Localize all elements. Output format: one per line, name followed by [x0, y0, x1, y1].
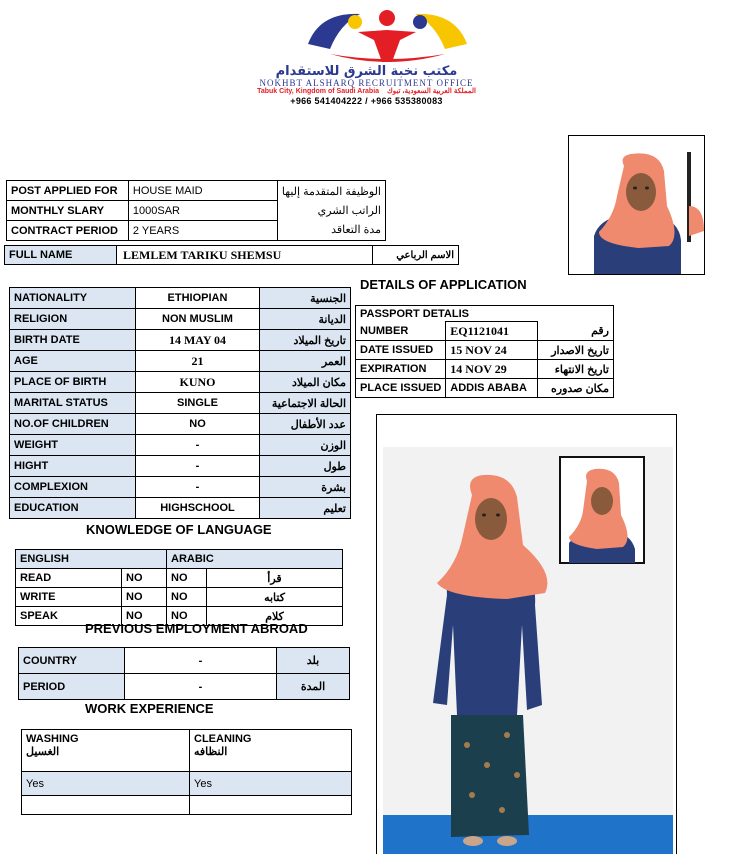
nationality-value: ETHIOPIAN — [136, 288, 260, 309]
personal-table — [9, 287, 351, 519]
table-row — [356, 360, 614, 379]
children-label-ar: عدد الأطفال — [260, 414, 351, 435]
washing-label: WASHING — [26, 733, 79, 745]
height-label-ar: طول — [260, 456, 351, 477]
table-row — [356, 306, 614, 322]
passport-table — [355, 305, 614, 398]
washing-spacer — [22, 796, 190, 815]
date-issued-label-ar: تاريخ الاصدار — [538, 341, 614, 360]
place-issued-value: ADDIS ABABA — [446, 379, 538, 398]
table-row — [10, 477, 351, 498]
age-value: 21 — [136, 351, 260, 372]
children-label: NO.OF CHILDREN — [10, 414, 136, 435]
full-name-table — [4, 245, 459, 265]
speak-label-ar: كلام — [207, 607, 343, 626]
table-row — [10, 372, 351, 393]
marital-status-value: SINGLE — [136, 393, 260, 414]
religion-label: RELIGION — [10, 309, 136, 330]
table-row — [356, 379, 614, 398]
cleaning-label-ar: النظافه — [194, 746, 228, 758]
speak-english: NO — [122, 607, 167, 626]
birth-date-label: BIRTH DATE — [10, 330, 136, 351]
employment-heading: PREVIOUS EMPLOYMENT ABROAD — [85, 621, 308, 636]
nationality-label-ar: الجنسية — [260, 288, 351, 309]
country-label: COUNTRY — [19, 648, 125, 674]
language-english-header: ENGLISH — [16, 550, 167, 569]
complexion-label: COMPLEXION — [10, 477, 136, 498]
post-arabic-labels — [277, 181, 385, 241]
washing-label-ar: الغسيل — [26, 746, 60, 758]
passport-number-label: NUMBER — [356, 322, 446, 341]
salary-label: MONTHLY SLARY — [7, 201, 129, 221]
marital-status-label-ar: الحالة الاجتماعية — [260, 393, 351, 414]
language-arabic-header: ARABIC — [167, 550, 343, 569]
write-label: WRITE — [16, 588, 122, 607]
table-row — [10, 309, 351, 330]
office-location — [0, 87, 733, 95]
full-name-label-ar: الاسم الرباعي — [373, 246, 459, 265]
weight-label: WEIGHT — [10, 435, 136, 456]
cleaning-spacer — [190, 796, 352, 815]
table-row — [19, 674, 350, 700]
speak-arabic: NO — [167, 607, 207, 626]
passport-title: PASSPORT DETALIS — [356, 306, 614, 322]
children-value: NO — [136, 414, 260, 435]
cleaning-label: CLEANING — [194, 733, 252, 745]
location-english: Tabuk City, Kingdom of Saudi Arabia — [257, 88, 380, 95]
place-issued-label: PLACE ISSUED — [356, 379, 446, 398]
table-row — [10, 456, 351, 477]
full-name-value: LEMLEM TARIKU SHEMSU — [117, 246, 373, 265]
employment-table — [18, 647, 350, 700]
washing-value: Yes — [22, 772, 190, 796]
height-label: HIGHT — [10, 456, 136, 477]
application-heading: DETAILS OF APPLICATION — [360, 277, 527, 292]
office-name-english: NOKHBT ALSHARQ RECRUITMENT OFFICE — [259, 78, 474, 88]
period-value: - — [125, 674, 277, 700]
date-issued-value: 15 NOV 24 — [446, 341, 538, 360]
table-row — [10, 414, 351, 435]
post-label: POST APPLIED FOR — [7, 181, 129, 201]
contract-value: 2 YEARS — [128, 221, 277, 241]
place-of-birth-label-ar: مكان الميلاد — [260, 372, 351, 393]
table-row — [16, 550, 343, 569]
cleaning-header — [190, 730, 352, 772]
expiration-label: EXPIRATION — [356, 360, 446, 379]
complexion-value: - — [136, 477, 260, 498]
age-label: AGE — [10, 351, 136, 372]
table-row — [22, 730, 352, 772]
table-row — [16, 569, 343, 588]
passport-number-label-ar: رقم — [538, 322, 614, 341]
height-value: - — [136, 456, 260, 477]
complexion-label-ar: بشرة — [260, 477, 351, 498]
washing-header — [22, 730, 190, 772]
salary-value: 1000SAR — [128, 201, 277, 221]
portrait-image — [569, 136, 704, 274]
table-row — [10, 393, 351, 414]
country-value: - — [125, 648, 277, 674]
cleaning-value: Yes — [190, 772, 352, 796]
education-value: HIGHSCHOOL — [136, 498, 260, 519]
experience-table — [21, 729, 352, 815]
read-label: READ — [16, 569, 122, 588]
marital-status-label: MARITAL STATUS — [10, 393, 136, 414]
place-issued-label-ar: مكان صدوره — [538, 379, 614, 398]
table-row — [22, 772, 352, 796]
place-of-birth-label: PLACE OF BIRTH — [10, 372, 136, 393]
table-row — [356, 322, 614, 341]
religion-value: NON MUSLIM — [136, 309, 260, 330]
education-label: EDUCATION — [10, 498, 136, 519]
post-label-ar: الوظيفة المتقدمة إليها — [281, 186, 381, 198]
age-label-ar: العمر — [260, 351, 351, 372]
office-phones: +966 541404222 / +966 535380083 — [290, 96, 443, 106]
read-arabic: NO — [167, 569, 207, 588]
full-body-image — [377, 415, 676, 854]
expiration-label-ar: تاريخ الانتهاء — [538, 360, 614, 379]
post-table — [6, 180, 386, 241]
speak-label: SPEAK — [16, 607, 122, 626]
weight-value: - — [136, 435, 260, 456]
contract-label: CONTRACT PERIOD — [7, 221, 129, 241]
birth-date-value: 14 MAY 04 — [136, 330, 260, 351]
office-name-arabic: مكتب نخبة الشرق للاستقدام — [275, 64, 458, 79]
weight-label-ar: الوزن — [260, 435, 351, 456]
table-row — [10, 351, 351, 372]
full-name-label: FULL NAME — [5, 246, 117, 265]
full-body-photo — [376, 414, 677, 854]
location-arabic: المملكة العربية السعودية، تبوك — [387, 88, 476, 95]
birth-date-label-ar: تاريخ الميلاد — [260, 330, 351, 351]
country-label-ar: بلد — [277, 648, 350, 674]
table-row — [356, 341, 614, 360]
table-row — [10, 330, 351, 351]
write-english: NO — [122, 588, 167, 607]
portrait-photo — [568, 135, 705, 275]
table-row — [7, 181, 386, 201]
religion-label-ar: الديانة — [260, 309, 351, 330]
table-row — [10, 288, 351, 309]
table-row — [16, 588, 343, 607]
date-issued-label: DATE ISSUED — [356, 341, 446, 360]
people-logo-icon — [300, 4, 475, 70]
experience-heading: WORK EXPERIENCE — [85, 701, 214, 716]
contract-label-ar: مدة التعاقد — [331, 224, 381, 236]
read-label-ar: قرأ — [207, 569, 343, 588]
language-table — [15, 549, 343, 626]
table-row — [22, 796, 352, 815]
salary-label-ar: الراتب الشري — [317, 205, 381, 217]
table-row — [19, 648, 350, 674]
read-english: NO — [122, 569, 167, 588]
period-label-ar: المدة — [277, 674, 350, 700]
education-label-ar: تعليم — [260, 498, 351, 519]
write-arabic: NO — [167, 588, 207, 607]
nationality-label: NATIONALITY — [10, 288, 136, 309]
language-heading: KNOWLEDGE OF LANGUAGE — [86, 522, 272, 537]
post-value: HOUSE MAID — [128, 181, 277, 201]
place-of-birth-value: KUNO — [136, 372, 260, 393]
expiration-value: 14 NOV 29 — [446, 360, 538, 379]
table-row — [10, 498, 351, 519]
write-label-ar: كتابه — [207, 588, 343, 607]
passport-number-value: EQ1121041 — [446, 322, 538, 341]
period-label: PERIOD — [19, 674, 125, 700]
table-row — [5, 246, 459, 265]
office-logo — [300, 4, 475, 70]
table-row — [10, 435, 351, 456]
